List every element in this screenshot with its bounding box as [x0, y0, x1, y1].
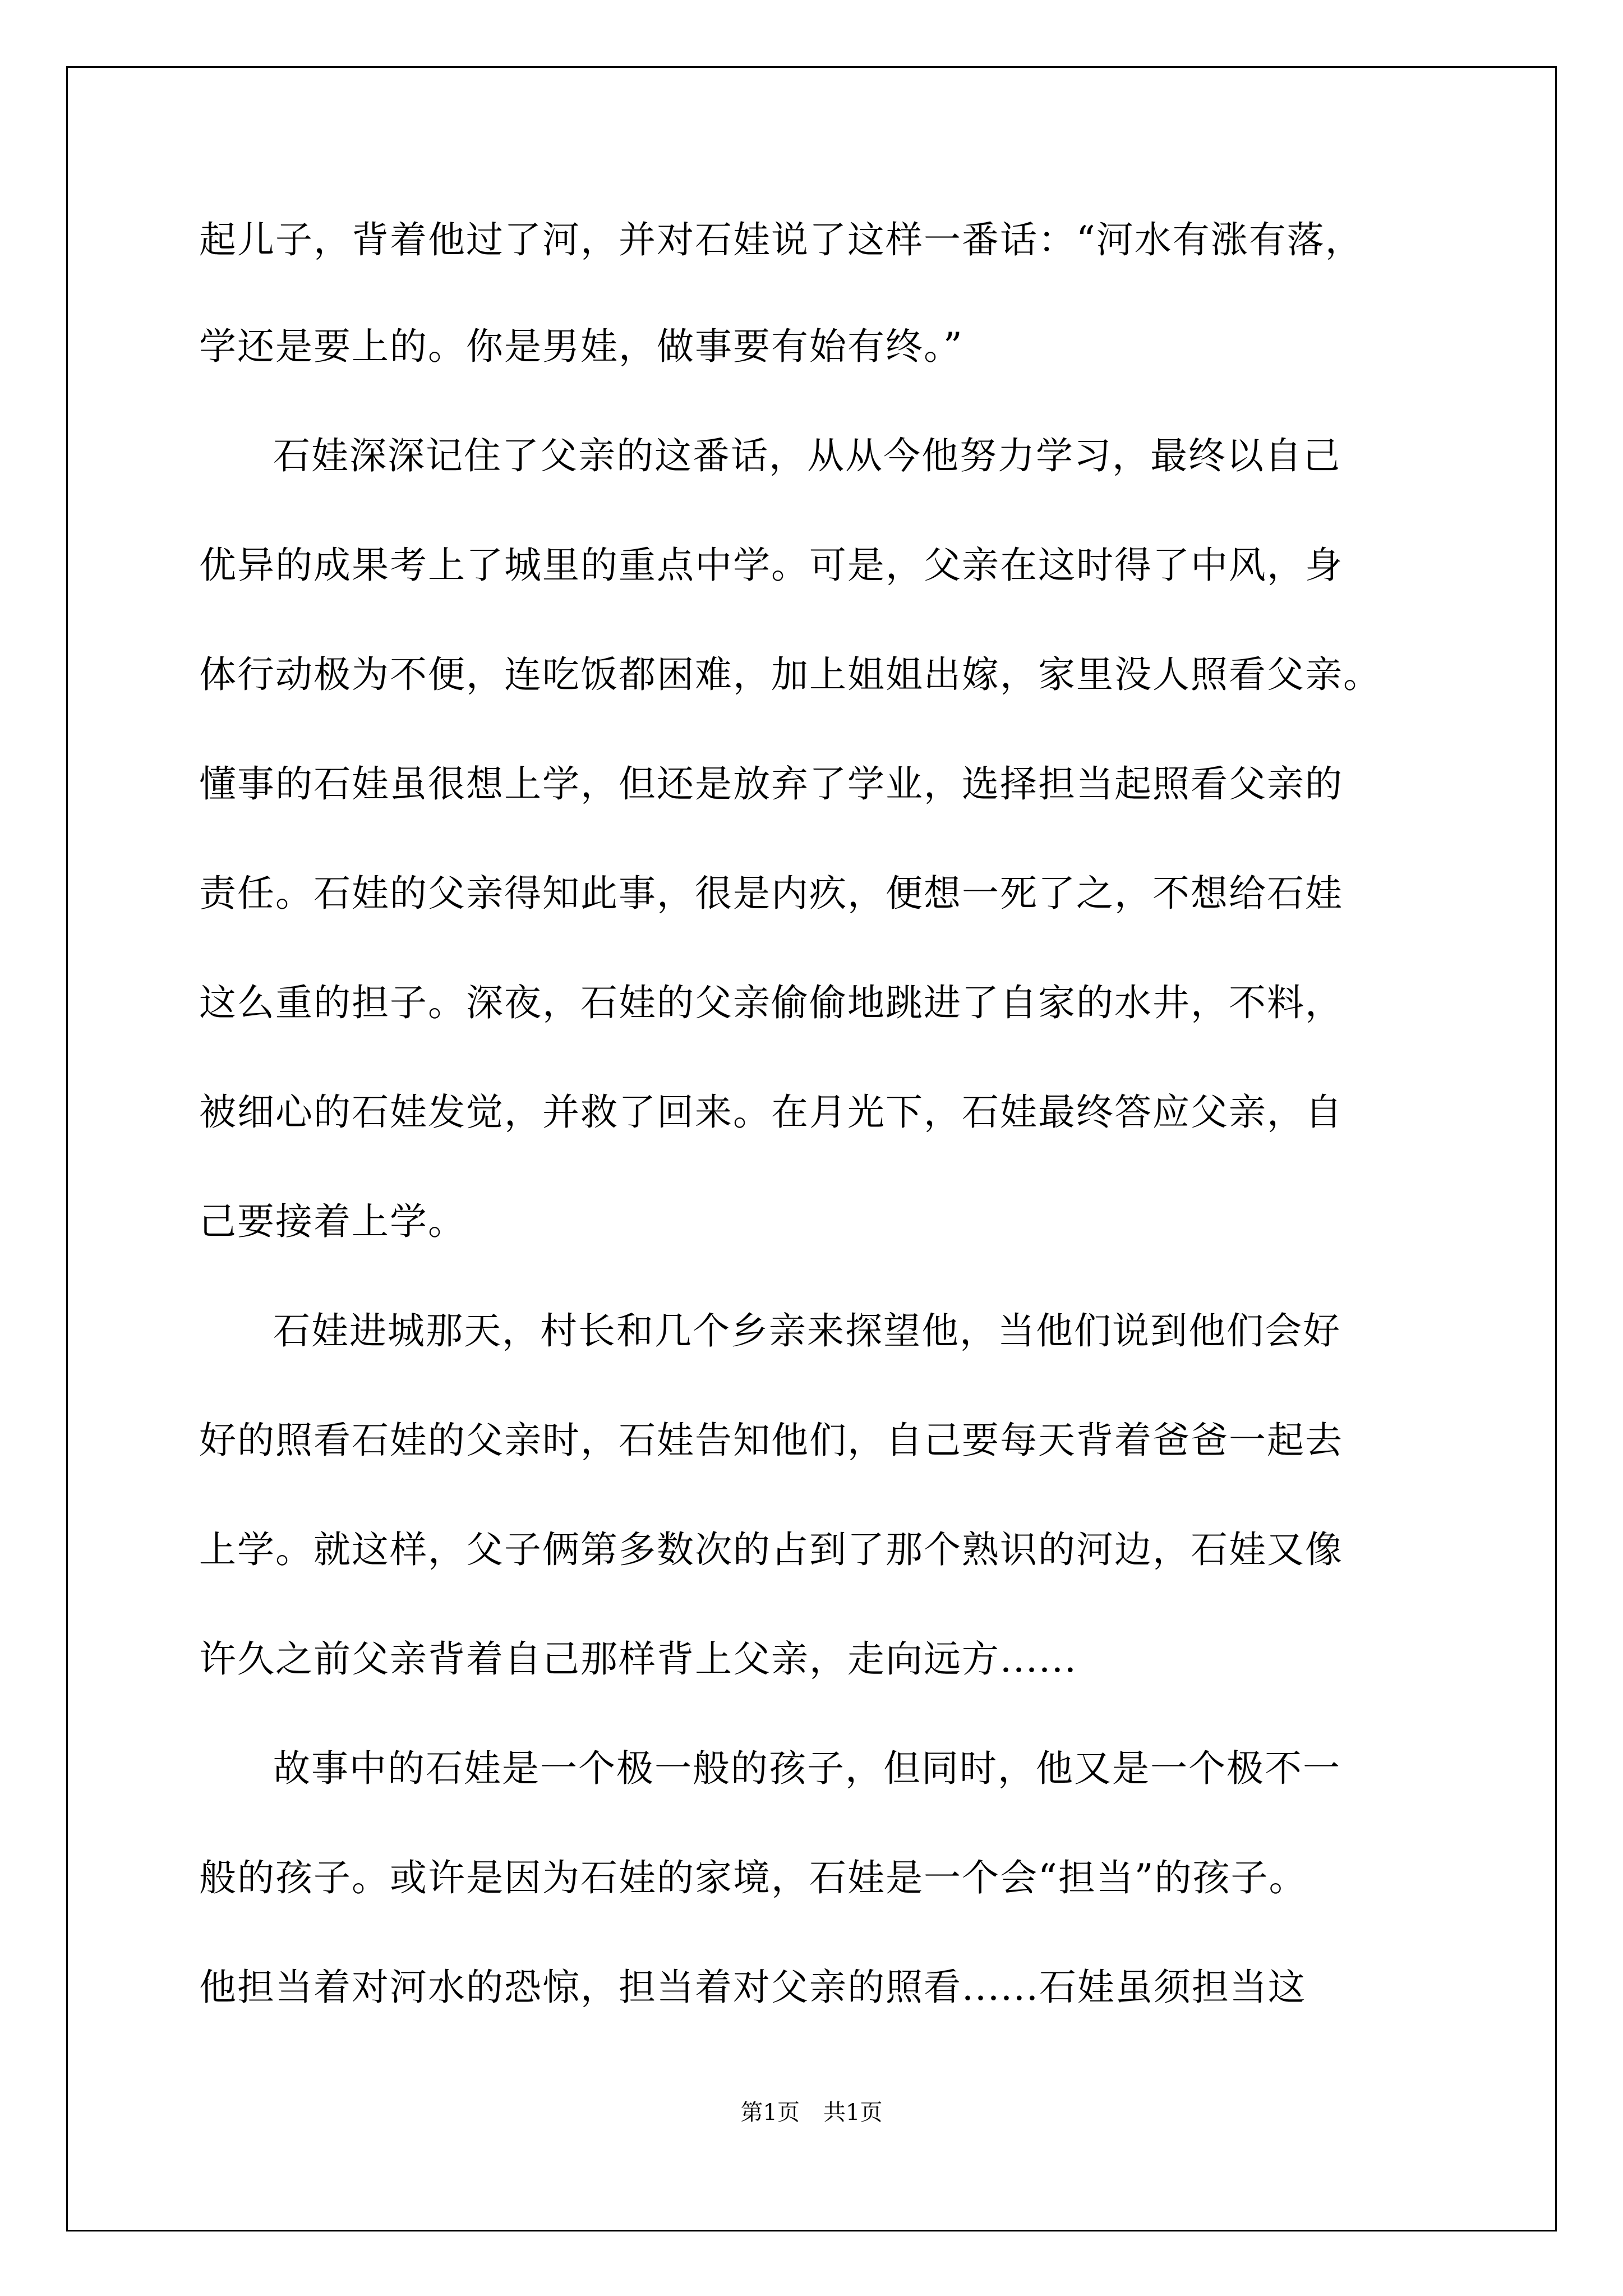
text-line: 起儿子，背着他过了河，并对石娃说了这样一番话：“河水有涨有落， — [199, 218, 1363, 261]
text-line: 上学。就这样，父子俩第多数次的占到了那个熟识的河边，石娃又像 — [199, 1528, 1343, 1571]
page-number: 第1页 — [740, 2100, 800, 2125]
paragraph-start-line: 石娃深深记住了父亲的这番话，从从今他努力学习，最终以自己 — [273, 434, 1341, 477]
text-line: 许久之前父亲背着自己那样背上父亲，走向远方...... — [199, 1637, 1077, 1681]
text-line: 般的孩子。或许是因为石娃的家境，石娃是一个会“担当”的孩子。 — [199, 1856, 1307, 1899]
page-footer — [0, 2099, 1623, 2126]
text-line: 体行动极为不便，连吃饭都困难，加上姐姐出嫁，家里没人照看父亲。 — [199, 653, 1381, 696]
text-line: 学还是要上的。你是男娃，做事要有始有终。” — [199, 325, 963, 368]
paragraph-start-line: 石娃进城那天，村长和几个乡亲来探望他，当他们说到他们会好 — [273, 1309, 1341, 1352]
page-border — [66, 66, 1557, 2231]
text-line: 懂事的石娃虽很想上学，但还是放弃了学业，选择担当起照看父亲的 — [199, 762, 1343, 806]
paragraph-start-line: 故事中的石娃是一个极一般的孩子，但同时，他又是一个极不一 — [273, 1747, 1341, 1790]
text-line: 责任。石娃的父亲得知此事，很是内疚，便想一死了之，不想给石娃 — [199, 872, 1343, 915]
text-line: 这么重的担子。深夜，石娃的父亲偷偷地跳进了自家的水井，不料， — [199, 981, 1343, 1024]
text-line: 他担当着对河水的恐惊，担当着对父亲的照看......石娃虽须担当这 — [199, 1966, 1306, 2009]
text-line: 己要接着上学。 — [199, 1200, 466, 1243]
text-line: 好的照看石娃的父亲时，石娃告知他们，自己要每天背着爸爸一起去 — [199, 1419, 1343, 1462]
text-line: 优异的成果考上了城里的重点中学。可是，父亲在这时得了中风，身 — [199, 544, 1343, 587]
page-total: 共1页 — [823, 2100, 883, 2125]
text-line: 被细心的石娃发觉，并救了回来。在月光下，石娃最终答应父亲，自 — [199, 1091, 1343, 1134]
